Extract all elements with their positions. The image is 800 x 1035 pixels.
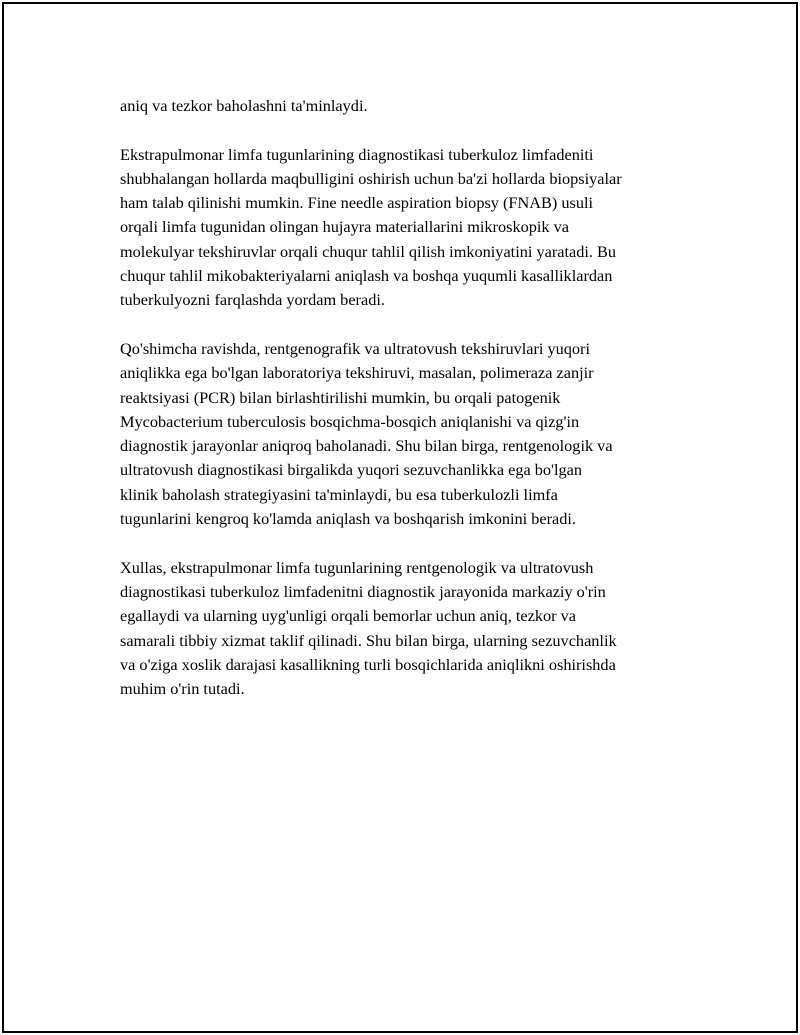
text-line: ultratovush diagnostikasi birgalikda yuqori sezuvchanlikka ega bo'lgan — [120, 460, 583, 480]
text-line: molekulyar tekshiruvlar orqali chuqur tahlil qilish imkoniyatini yaratadi. Bu — [120, 241, 617, 261]
text-line: Ekstrapulmonar limfa tugunlarining diagnostikasi tuberkuloz limfadeniti — [120, 144, 594, 164]
text-line: va o'ziga xoslik darajasi kasallikning turli bosqichlarida aniqlikni oshirishda — [120, 654, 616, 674]
text-line: tugunlarini kengroq ko'lamda aniqlash va boshqarish imkonini beradi. — [120, 509, 577, 529]
text-line: muhim o'rin tutadi. — [120, 679, 245, 699]
paragraph-2 — [120, 143, 700, 313]
text-line: shubhalangan hollarda maqbulligini oshirish uchun ba'zi hollarda biopsiyalar — [120, 168, 622, 188]
document-page — [2, 2, 798, 1033]
text-line: orqali limfa tugunidan olingan hujayra materiallarini mikroskopik va — [120, 217, 569, 237]
paragraph-1 — [120, 94, 700, 118]
text-line: Qo'shimcha ravishda, rentgenografik va ultratovush tekshiruvlari yuqori — [120, 338, 590, 358]
text-line: aniq va tezkor baholashni ta'minlaydi. — [120, 96, 368, 115]
text-line: diagnostik jarayonlar aniqroq baholanadi. Shu bilan birga, rentgenologik va — [120, 436, 613, 456]
text-line: klinik baholash strategiyasini ta'minlaydi, bu esa tuberkulozli limfa — [120, 484, 558, 504]
text-line: aniqlikka ega bo'lgan laboratoriya tekshiruvi, masalan, polimeraza zanjir — [120, 363, 594, 383]
text-line: diagnostikasi tuberkuloz limfadenitni diagnostik jarayonida markaziy o'rin — [120, 581, 606, 601]
paragraph-3 — [120, 337, 700, 531]
text-line: chuqur tahlil mikobakteriyalarni aniqlash va boshqa yuqumli kasalliklardan — [120, 266, 613, 286]
text-line: reaktsiyasi (PCR) bilan birlashtirilishi mumkin, bu orqali patogenik — [120, 387, 561, 407]
text-line: samarali tibbiy xizmat taklif qilinadi. Shu bilan birga, ularning sezuvchanlik — [120, 630, 617, 650]
text-line: Xullas, ekstrapulmonar limfa tugunlarining rentgenologik va ultratovush — [120, 557, 594, 577]
text-line: tuberkulyozni farqlashda yordam beradi. — [120, 290, 385, 310]
text-line: ham talab qilinishi mumkin. Fine needle aspiration biopsy (FNAB) usuli — [120, 193, 594, 213]
paragraph-4 — [120, 556, 700, 702]
document-body — [120, 94, 700, 726]
text-line: egallaydi va ularning uyg'unligi orqali bemorlar uchun aniq, tezkor va — [120, 606, 576, 626]
text-line: Mycobacterium tuberculosis bosqichma-bosqich aniqlanishi va qizg'in — [120, 411, 580, 431]
